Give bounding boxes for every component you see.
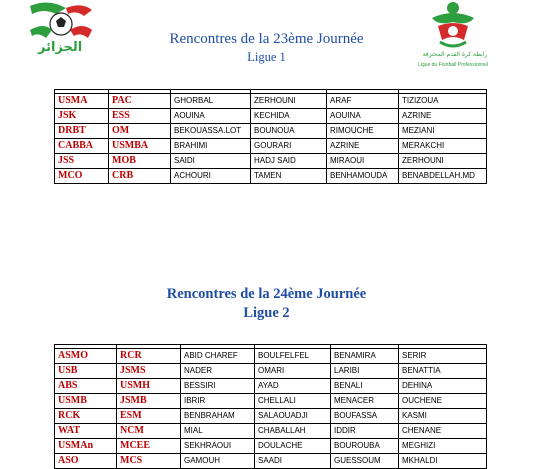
fourth-official-cell: BENABDELLAH.MD [399,169,487,184]
home-team-cell: ASMO [55,349,117,364]
assistant2-cell: MENACER [331,394,399,409]
away-team-cell: CRB [109,169,171,184]
assistant2-cell: AZRINE [327,139,399,154]
table-row [55,394,487,409]
assistant1-cell: TAMEN [251,169,327,184]
fourth-official-cell: OUCHENE [399,394,487,409]
table-row [55,424,487,439]
section1-subtitle: Ligue 1 [247,50,286,64]
fourth-official-cell: SERIR [399,349,487,364]
away-team-cell: OM [109,124,171,139]
home-team-cell: JSS [55,154,109,169]
away-team-cell: USMBA [109,139,171,154]
assistant2-cell: BENAMIRA [331,349,399,364]
assistant2-cell: AOUINA [327,109,399,124]
away-team-cell: MCEE [117,439,181,454]
referee-cell: BENBRAHAM [181,409,255,424]
assistant1-cell: CHABALLAH [255,424,331,439]
referee-cell: IBRIR [181,394,255,409]
assistant1-cell: ZERHOUNI [251,94,327,109]
section2-subtitle: Ligue 2 [243,305,290,321]
referee-cell: GHORBAL [171,94,251,109]
section1-title: Rencontres de la 23ème Journée [169,31,364,47]
assistant1-cell: SALAOUADJI [255,409,331,424]
referee-cell: AOUINA [171,109,251,124]
fourth-official-cell: MKHALDI [399,454,487,469]
away-team-cell: USMH [117,379,181,394]
table-row [55,109,487,124]
away-team-cell: RCR [117,349,181,364]
home-team-cell: WAT [55,424,117,439]
fourth-official-cell: MERAKCHI [399,139,487,154]
section2-title: Rencontres de la 24ème Journée [166,286,367,302]
table-row [55,439,487,454]
referee-cell: BEKOUASSA.LOT [171,124,251,139]
home-team-cell: MCO [55,169,109,184]
table-row [55,154,487,169]
table-row [55,94,487,109]
home-team-cell: ABS [55,379,117,394]
assistant2-cell: LARIBI [331,364,399,379]
fixtures-table-ligue1 [54,89,487,184]
table-row [55,364,487,379]
table-row [55,169,487,184]
away-team-cell: MOB [109,154,171,169]
table-row [55,139,487,154]
table-row [55,124,487,139]
assistant1-cell: BOUNOUA [251,124,327,139]
away-team-cell: NCM [117,424,181,439]
assistant2-cell: BOUFASSA [331,409,399,424]
fourth-official-cell: AZRINE [399,109,487,124]
referee-cell: ACHOURI [171,169,251,184]
assistant1-cell: SAADI [255,454,331,469]
fourth-official-cell: BENATTIA [399,364,487,379]
assistant1-cell: BOULFELFEL [255,349,331,364]
fourth-official-cell: DEHINA [399,379,487,394]
away-team-cell: PAC [109,94,171,109]
assistant1-cell: GOURARI [251,139,327,154]
home-team-cell: DRBT [55,124,109,139]
fourth-official-cell: MEGHIZI [399,439,487,454]
lfp-logo-arabic: رابطة كرة القدم المحترفة [422,51,488,58]
table-row [55,349,487,364]
assistant2-cell: GUESSOUM [331,454,399,469]
assistant2-cell: BENALI [331,379,399,394]
assistant1-cell: KECHIDA [251,109,327,124]
assistant2-cell: IDDIR [331,424,399,439]
assistant1-cell: HADJ SAID [251,154,327,169]
referee-cell: NADER [181,364,255,379]
home-team-cell: USMAn [55,439,117,454]
fourth-official-cell: MEZIANI [399,124,487,139]
assistant2-cell: BOUROUBA [331,439,399,454]
home-team-cell: ASO [55,454,117,469]
assistant1-cell: OMARI [255,364,331,379]
faf-logo-text: الجزائر [38,40,83,55]
fourth-official-cell: ZERHOUNI [399,154,487,169]
away-team-cell: JSMB [117,394,181,409]
table-row [55,454,487,469]
fourth-official-cell: TIZIZOUA [399,94,487,109]
referee-cell: SEKHRAOUI [181,439,255,454]
assistant2-cell: ARAF [327,94,399,109]
table-row [55,409,487,424]
home-team-cell: USMB [55,394,117,409]
referee-cell: GAMOUH [181,454,255,469]
assistant1-cell: AYAD [255,379,331,394]
away-team-cell: ESS [109,109,171,124]
away-team-cell: MCS [117,454,181,469]
home-team-cell: USB [55,364,117,379]
table-row [55,379,487,394]
referee-cell: BRAHIMI [171,139,251,154]
assistant1-cell: DOULACHE [255,439,331,454]
referee-cell: BESSIRI [181,379,255,394]
home-team-cell: RCK [55,409,117,424]
assistant2-cell: BENHAMOUDA [327,169,399,184]
assistant2-cell: RIMOUCHE [327,124,399,139]
away-team-cell: JSMS [117,364,181,379]
referee-cell: ABID CHAREF [181,349,255,364]
referee-cell: SAIDI [171,154,251,169]
fourth-official-cell: CHENANE [399,424,487,439]
fourth-official-cell: KASMI [399,409,487,424]
home-team-cell: CABBA [55,139,109,154]
fixtures-table-ligue2 [54,344,487,469]
lfp-logo-text: Ligue du Football Professionnel [418,62,489,68]
assistant2-cell: MIRAOUI [327,154,399,169]
home-team-cell: JSK [55,109,109,124]
away-team-cell: ESM [117,409,181,424]
home-team-cell: USMA [55,94,109,109]
referee-cell: MIAL [181,424,255,439]
assistant1-cell: CHELLALI [255,394,331,409]
